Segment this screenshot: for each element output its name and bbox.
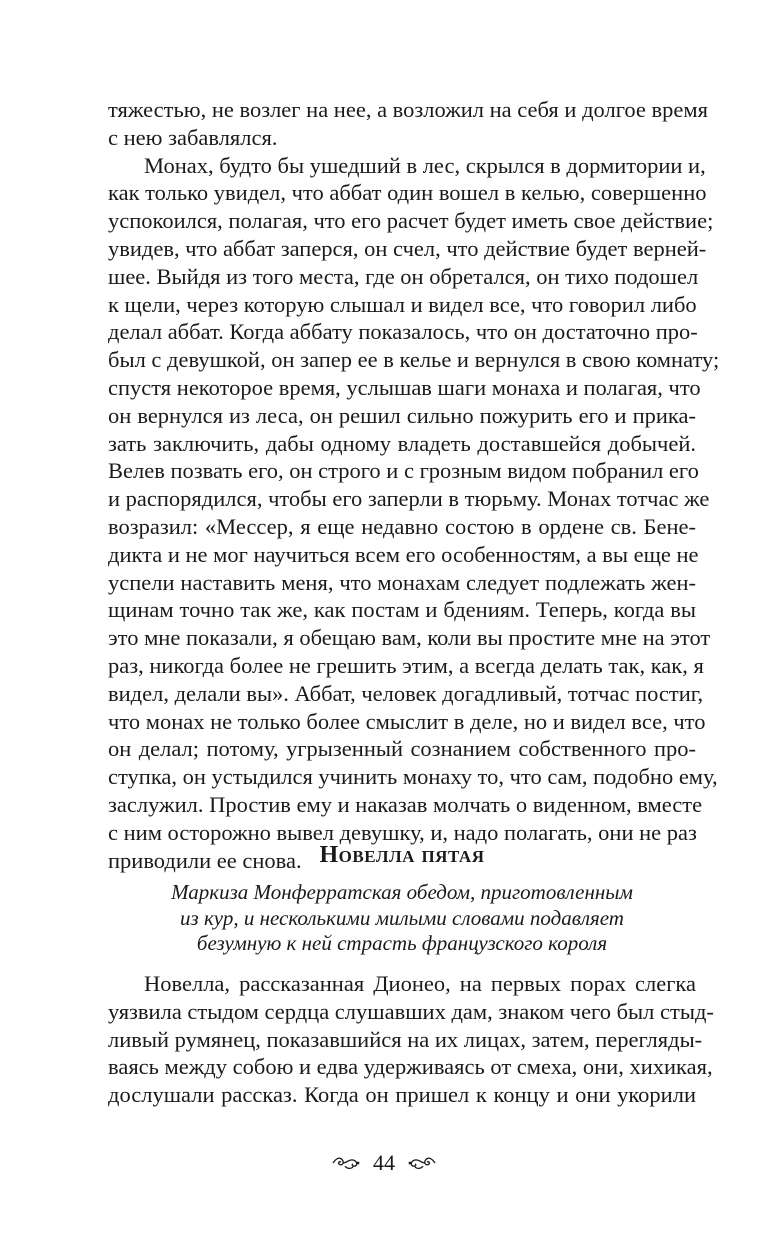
text-line: Велев позвать его, он строго и с грозным видом побранил его	[108, 458, 699, 484]
text-line: и распорядился, чтобы его заперли в тюрьму. Монах тотчас же	[108, 486, 710, 512]
text-line: спустя некоторое время, услышав шаги монаха и полагая, что	[108, 374, 701, 400]
text-line: возразил: «Мессер, я еще недавно состою в ордене св. Бене-	[108, 513, 696, 539]
page-footer	[0, 1150, 768, 1176]
text-line: щинам точно так же, как постам и бдениям. Теперь, когда вы	[108, 597, 696, 623]
text-line: ваясь между собою и едва удерживаясь от смеха, они, хихикая,	[108, 1054, 713, 1080]
paragraph-continuation	[108, 96, 708, 152]
text-line: он делал; потому, угрызенный сознанием собственного про-	[108, 736, 696, 762]
text-line: шее. Выйдя из того места, где он обретался, он тихо подошел	[108, 263, 699, 289]
paragraph-novella-start	[108, 970, 714, 1109]
text-line: ливый румянец, показавшийся на их лицах, затем, перегляды-	[108, 1026, 703, 1052]
novella-heading	[108, 842, 696, 869]
text-line: заслужил. Простив ему и наказав молчать о виденном, вместе	[108, 791, 703, 817]
paragraph-monk	[108, 152, 720, 875]
novella-heading-text: Новелла пятая	[319, 842, 485, 868]
novella-subtitle	[108, 880, 696, 957]
text-line: он вернулся из леса, он решил сильно пожурить его и прика-	[108, 402, 696, 428]
floral-ornament-icon	[331, 1154, 361, 1172]
text-line: с нею забавлялся.	[108, 124, 278, 150]
page-number: 44	[373, 1150, 395, 1175]
text-line: успели наставить меня, что монахам следует подлежать жен-	[108, 569, 696, 595]
subtitle-line: безумную к ней страсть французского короля	[196, 931, 608, 955]
text-line: делал аббат. Когда аббату показалось, что он достаточно про-	[108, 319, 698, 345]
floral-ornament-icon	[407, 1154, 437, 1172]
text-line: Монах, будто бы ушедший в лес, скрылся в дормитории и,	[144, 152, 706, 178]
text-line: дослушали рассказ. Когда он пришел к концу и они укорили	[108, 1082, 696, 1108]
text-line: дикта и не мог научиться всем его особенностям, а вы еще не	[108, 541, 699, 567]
text-line: с ним осторожно вывел девушку, и, надо полагать, они не раз	[108, 819, 697, 845]
subtitle-line: Маркиза Монферратская обедом, приготовленным	[171, 880, 633, 904]
text-line: тяжестью, не возлег на нее, а возложил на себя и долгое время	[108, 97, 708, 122]
text-line: видел, делали вы». Аббат, человек догадливый, тотчас постиг,	[108, 680, 704, 706]
novella-body	[108, 970, 714, 1109]
text-line: к щели, через которую слышал и видел все, что говорил либо	[108, 291, 697, 317]
text-line: как только увидел, что аббат один вошел в келью, совершенно	[108, 180, 707, 206]
text-line: Новелла, рассказанная Дионео, на первых порах слегка	[144, 971, 696, 996]
text-line: раз, никогда более не грешить этим, а всегда делать так, как, я	[108, 652, 704, 678]
text-line: уязвила стыдом сердца слушавших дам, знаком чего был стыд-	[108, 998, 714, 1024]
text-line: увидев, что аббат заперся, он счел, что действие будет верней-	[108, 235, 707, 261]
text-line: зать заключить, дабы одному владеть доставшейся добычей.	[108, 430, 696, 456]
main-text-block	[108, 96, 720, 874]
text-line: приводили ее снова.	[108, 847, 302, 873]
text-line: ступка, он устыдился учинить монаху то, что сам, подобно ему,	[108, 764, 718, 790]
text-line: что монах не только более смыслит в деле, но и видел все, что	[108, 708, 706, 734]
text-line: успокоился, полагая, что его расчет будет иметь свое действие;	[108, 208, 714, 234]
subtitle-line: из кур, и несколькими милыми словами подавляет	[180, 905, 624, 930]
text-line: это мне показали, я обещаю вам, коли вы простите мне на этот	[108, 625, 711, 651]
text-line: был с девушкой, он запер ее в келье и вернулся в свою комнату;	[108, 347, 720, 373]
